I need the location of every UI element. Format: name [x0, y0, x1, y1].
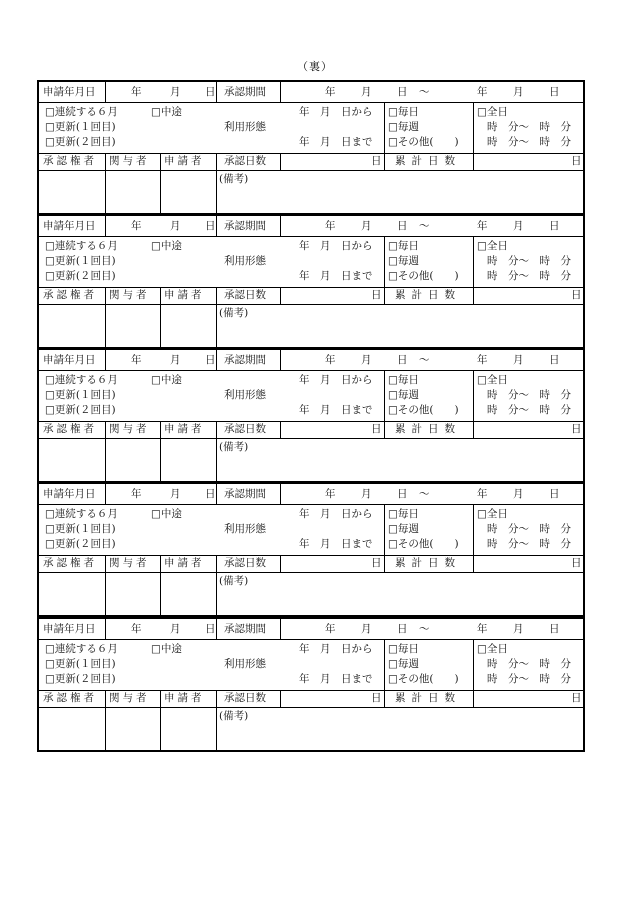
usage-type-label: 利用形態 [224, 523, 266, 535]
usage-options-row [39, 370, 583, 422]
option-renewal-second[interactable]: □更新(２回目) [45, 673, 116, 685]
cumulative-days-unit: 日 [571, 692, 582, 704]
approval-record-block [37, 348, 585, 483]
approver-signature-box[interactable] [39, 572, 105, 615]
period-tilde: ～ [419, 354, 430, 366]
period-start-year: 年 [325, 86, 336, 98]
approved-days-unit: 日 [371, 557, 382, 569]
option-renewal-second[interactable]: □更新(２回目) [45, 136, 116, 148]
approval-period-label: 承認期間 [224, 354, 266, 366]
application-header-row [39, 484, 583, 505]
period-start-month: 月 [361, 220, 372, 232]
usage-options-row [39, 102, 583, 154]
related-signature-box[interactable] [106, 304, 160, 347]
option-weekly[interactable]: □毎週 [388, 389, 419, 401]
option-all-day[interactable]: □全日 [477, 508, 508, 520]
cumulative-days-unit: 日 [571, 423, 582, 435]
option-renewal-second[interactable]: □更新(２回目) [45, 404, 116, 416]
apply-day-label: 日 [205, 354, 216, 366]
approval-period-label: 承認期間 [224, 488, 266, 500]
related-signature-box[interactable] [106, 170, 160, 213]
period-end-month: 月 [513, 623, 524, 635]
period-start-month: 月 [361, 354, 372, 366]
option-consecutive-six-months[interactable]: □連続する６月 [45, 106, 118, 118]
period-start-day: 日 [397, 623, 408, 635]
period-end-day: 日 [549, 623, 560, 635]
apply-month-label: 月 [170, 623, 181, 635]
time-range-1: 時 分～ 時 分 [487, 523, 571, 535]
period-start-month: 月 [361, 86, 372, 98]
approver-label: 承認権者 [43, 289, 97, 301]
signature-remarks-row [39, 707, 583, 750]
usage-until-date: 年 月 日まで [299, 538, 373, 550]
option-consecutive-six-months[interactable]: □連続する６月 [45, 240, 118, 252]
period-tilde: ～ [419, 86, 430, 98]
option-weekly[interactable]: □毎週 [388, 523, 419, 535]
apply-day-label: 日 [205, 488, 216, 500]
related-person-label: 関与者 [109, 423, 150, 435]
option-daily[interactable]: □毎日 [388, 106, 419, 118]
approval-days-row [39, 555, 583, 573]
approved-days-unit: 日 [371, 423, 382, 435]
approved-days-unit: 日 [371, 289, 382, 301]
option-consecutive-six-months[interactable]: □連続する６月 [45, 374, 118, 386]
usage-until-date: 年 月 日まで [299, 270, 373, 282]
option-midway[interactable]: □中途 [151, 374, 182, 386]
usage-until-date: 年 月 日まで [299, 673, 373, 685]
period-tilde: ～ [419, 220, 430, 232]
usage-from-date: 年 月 日から [299, 643, 373, 655]
time-range-2: 時 分～ 時 分 [487, 538, 571, 550]
period-end-month: 月 [513, 220, 524, 232]
remarks-label: (備考) [219, 173, 249, 185]
approved-days-unit: 日 [371, 692, 382, 704]
option-daily[interactable]: □毎日 [388, 643, 419, 655]
period-start-day: 日 [397, 86, 408, 98]
apply-year-label: 年 [131, 623, 142, 635]
time-range-1: 時 分～ 時 分 [487, 658, 571, 670]
apply-month-label: 月 [170, 86, 181, 98]
option-midway[interactable]: □中途 [151, 240, 182, 252]
usage-until-date: 年 月 日まで [299, 404, 373, 416]
apply-date-label: 申請年月日 [43, 86, 96, 98]
apply-date-label: 申請年月日 [43, 354, 96, 366]
applicant-label: 申請者 [164, 155, 205, 167]
period-end-day: 日 [549, 488, 560, 500]
option-all-day[interactable]: □全日 [477, 240, 508, 252]
related-signature-box[interactable] [106, 572, 160, 615]
applicant-signature-box[interactable] [161, 438, 216, 481]
period-start-day: 日 [397, 488, 408, 500]
approval-period-label: 承認期間 [224, 220, 266, 232]
apply-year-label: 年 [131, 488, 142, 500]
period-start-month: 月 [361, 488, 372, 500]
usage-until-date: 年 月 日まで [299, 136, 373, 148]
remarks-label: (備考) [219, 441, 249, 453]
usage-options-row [39, 504, 583, 556]
cumulative-days-unit: 日 [571, 289, 582, 301]
approved-days-unit: 日 [371, 155, 382, 167]
apply-year-label: 年 [131, 354, 142, 366]
option-daily[interactable]: □毎日 [388, 374, 419, 386]
approver-signature-box[interactable] [39, 707, 105, 750]
time-range-2: 時 分～ 時 分 [487, 673, 571, 685]
period-end-day: 日 [549, 86, 560, 98]
approved-days-label: 承認日数 [224, 423, 266, 435]
apply-day-label: 日 [205, 623, 216, 635]
option-renewal-second[interactable]: □更新(２回目) [45, 538, 116, 550]
usage-from-date: 年 月 日から [299, 106, 373, 118]
signature-remarks-row [39, 170, 583, 213]
usage-from-date: 年 月 日から [299, 374, 373, 386]
approval-record-block [37, 80, 585, 215]
period-end-month: 月 [513, 86, 524, 98]
period-end-year: 年 [477, 220, 488, 232]
option-weekly[interactable]: □毎週 [388, 658, 419, 670]
approver-signature-box[interactable] [39, 170, 105, 213]
option-other[interactable]: □その他( ) [388, 538, 459, 550]
period-end-year: 年 [477, 354, 488, 366]
option-consecutive-six-months[interactable]: □連続する６月 [45, 508, 118, 520]
approved-days-label: 承認日数 [224, 692, 266, 704]
option-weekly[interactable]: □毎週 [388, 255, 419, 267]
period-start-day: 日 [397, 354, 408, 366]
approver-signature-box[interactable] [39, 304, 105, 347]
option-weekly[interactable]: □毎週 [388, 121, 419, 133]
approver-label: 承認権者 [43, 155, 97, 167]
applicant-signature-box[interactable] [161, 170, 216, 213]
option-renewal-first[interactable]: □更新(１回目) [45, 658, 116, 670]
apply-date-label: 申請年月日 [43, 488, 96, 500]
usage-options-row [39, 236, 583, 288]
approval-period-label: 承認期間 [224, 623, 266, 635]
usage-type-label: 利用形態 [224, 658, 266, 670]
usage-options-row [39, 639, 583, 691]
cumulative-days-label: 累計日数 [395, 155, 461, 167]
related-person-label: 関与者 [109, 155, 150, 167]
cumulative-days-label: 累計日数 [395, 557, 461, 569]
option-midway[interactable]: □中途 [151, 106, 182, 118]
option-midway[interactable]: □中途 [151, 643, 182, 655]
period-start-year: 年 [325, 488, 336, 500]
period-start-month: 月 [361, 623, 372, 635]
apply-date-label: 申請年月日 [43, 220, 96, 232]
applicant-signature-box[interactable] [161, 572, 216, 615]
approver-signature-box[interactable] [39, 438, 105, 481]
option-all-day[interactable]: □全日 [477, 374, 508, 386]
approver-label: 承認権者 [43, 423, 97, 435]
usage-type-label: 利用形態 [224, 255, 266, 267]
option-daily[interactable]: □毎日 [388, 240, 419, 252]
page-side-label: （裏） [297, 60, 333, 73]
approved-days-label: 承認日数 [224, 289, 266, 301]
related-person-label: 関与者 [109, 557, 150, 569]
related-person-label: 関与者 [109, 289, 150, 301]
apply-month-label: 月 [170, 488, 181, 500]
time-range-2: 時 分～ 時 分 [487, 270, 571, 282]
usage-type-label: 利用形態 [224, 389, 266, 401]
applicant-signature-box[interactable] [161, 707, 216, 750]
time-range-1: 時 分～ 時 分 [487, 389, 571, 401]
cumulative-days-label: 累計日数 [395, 289, 461, 301]
approved-days-label: 承認日数 [224, 155, 266, 167]
cumulative-days-unit: 日 [571, 155, 582, 167]
approver-label: 承認権者 [43, 692, 97, 704]
time-range-1: 時 分～ 時 分 [487, 255, 571, 267]
application-header-row [39, 619, 583, 640]
usage-from-date: 年 月 日から [299, 508, 373, 520]
remarks-label: (備考) [219, 710, 249, 722]
option-other[interactable]: □その他( ) [388, 270, 459, 282]
application-header-row [39, 216, 583, 237]
option-other[interactable]: □その他( ) [388, 404, 459, 416]
period-end-month: 月 [513, 354, 524, 366]
signature-remarks-row [39, 304, 583, 347]
apply-month-label: 月 [170, 354, 181, 366]
remarks-label: (備考) [219, 575, 249, 587]
period-end-year: 年 [477, 488, 488, 500]
period-start-year: 年 [325, 623, 336, 635]
option-renewal-second[interactable]: □更新(２回目) [45, 270, 116, 282]
apply-month-label: 月 [170, 220, 181, 232]
period-tilde: ～ [419, 488, 430, 500]
option-all-day[interactable]: □全日 [477, 643, 508, 655]
cumulative-days-label: 累計日数 [395, 692, 461, 704]
apply-day-label: 日 [205, 86, 216, 98]
applicant-label: 申請者 [164, 289, 205, 301]
option-all-day[interactable]: □全日 [477, 106, 508, 118]
period-end-year: 年 [477, 86, 488, 98]
usage-from-date: 年 月 日から [299, 240, 373, 252]
related-signature-box[interactable] [106, 707, 160, 750]
time-range-2: 時 分～ 時 分 [487, 404, 571, 416]
apply-date-label: 申請年月日 [43, 623, 96, 635]
approval-period-label: 承認期間 [224, 86, 266, 98]
related-signature-box[interactable] [106, 438, 160, 481]
option-renewal-first[interactable]: □更新(１回目) [45, 121, 116, 133]
apply-year-label: 年 [131, 86, 142, 98]
period-end-month: 月 [513, 488, 524, 500]
applicant-label: 申請者 [164, 692, 205, 704]
applicant-label: 申請者 [164, 557, 205, 569]
usage-type-label: 利用形態 [224, 121, 266, 133]
option-daily[interactable]: □毎日 [388, 508, 419, 520]
period-tilde: ～ [419, 623, 430, 635]
period-end-day: 日 [549, 220, 560, 232]
signature-remarks-row [39, 572, 583, 615]
option-renewal-first[interactable]: □更新(１回目) [45, 389, 116, 401]
period-start-year: 年 [325, 354, 336, 366]
time-range-1: 時 分～ 時 分 [487, 121, 571, 133]
option-renewal-first[interactable]: □更新(１回目) [45, 523, 116, 535]
period-end-day: 日 [549, 354, 560, 366]
approval-days-row [39, 287, 583, 305]
period-end-year: 年 [477, 623, 488, 635]
related-person-label: 関与者 [109, 692, 150, 704]
applicant-label: 申請者 [164, 423, 205, 435]
cumulative-days-unit: 日 [571, 557, 582, 569]
approval-days-row [39, 421, 583, 439]
signature-remarks-row [39, 438, 583, 481]
option-midway[interactable]: □中途 [151, 508, 182, 520]
approval-record-block [37, 617, 585, 752]
approver-label: 承認権者 [43, 557, 97, 569]
remarks-label: (備考) [219, 307, 249, 319]
apply-day-label: 日 [205, 220, 216, 232]
applicant-signature-box[interactable] [161, 304, 216, 347]
period-start-year: 年 [325, 220, 336, 232]
approval-record-block [37, 482, 585, 617]
cumulative-days-label: 累計日数 [395, 423, 461, 435]
approval-days-row [39, 690, 583, 708]
option-other[interactable]: □その他( ) [388, 673, 459, 685]
approval-days-row [39, 153, 583, 171]
approved-days-label: 承認日数 [224, 557, 266, 569]
application-header-row [39, 350, 583, 371]
approval-record-block [37, 214, 585, 349]
option-renewal-first[interactable]: □更新(１回目) [45, 255, 116, 267]
option-other[interactable]: □その他( ) [388, 136, 459, 148]
apply-year-label: 年 [131, 220, 142, 232]
time-range-2: 時 分～ 時 分 [487, 136, 571, 148]
option-consecutive-six-months[interactable]: □連続する６月 [45, 643, 118, 655]
application-header-row [39, 82, 583, 103]
period-start-day: 日 [397, 220, 408, 232]
